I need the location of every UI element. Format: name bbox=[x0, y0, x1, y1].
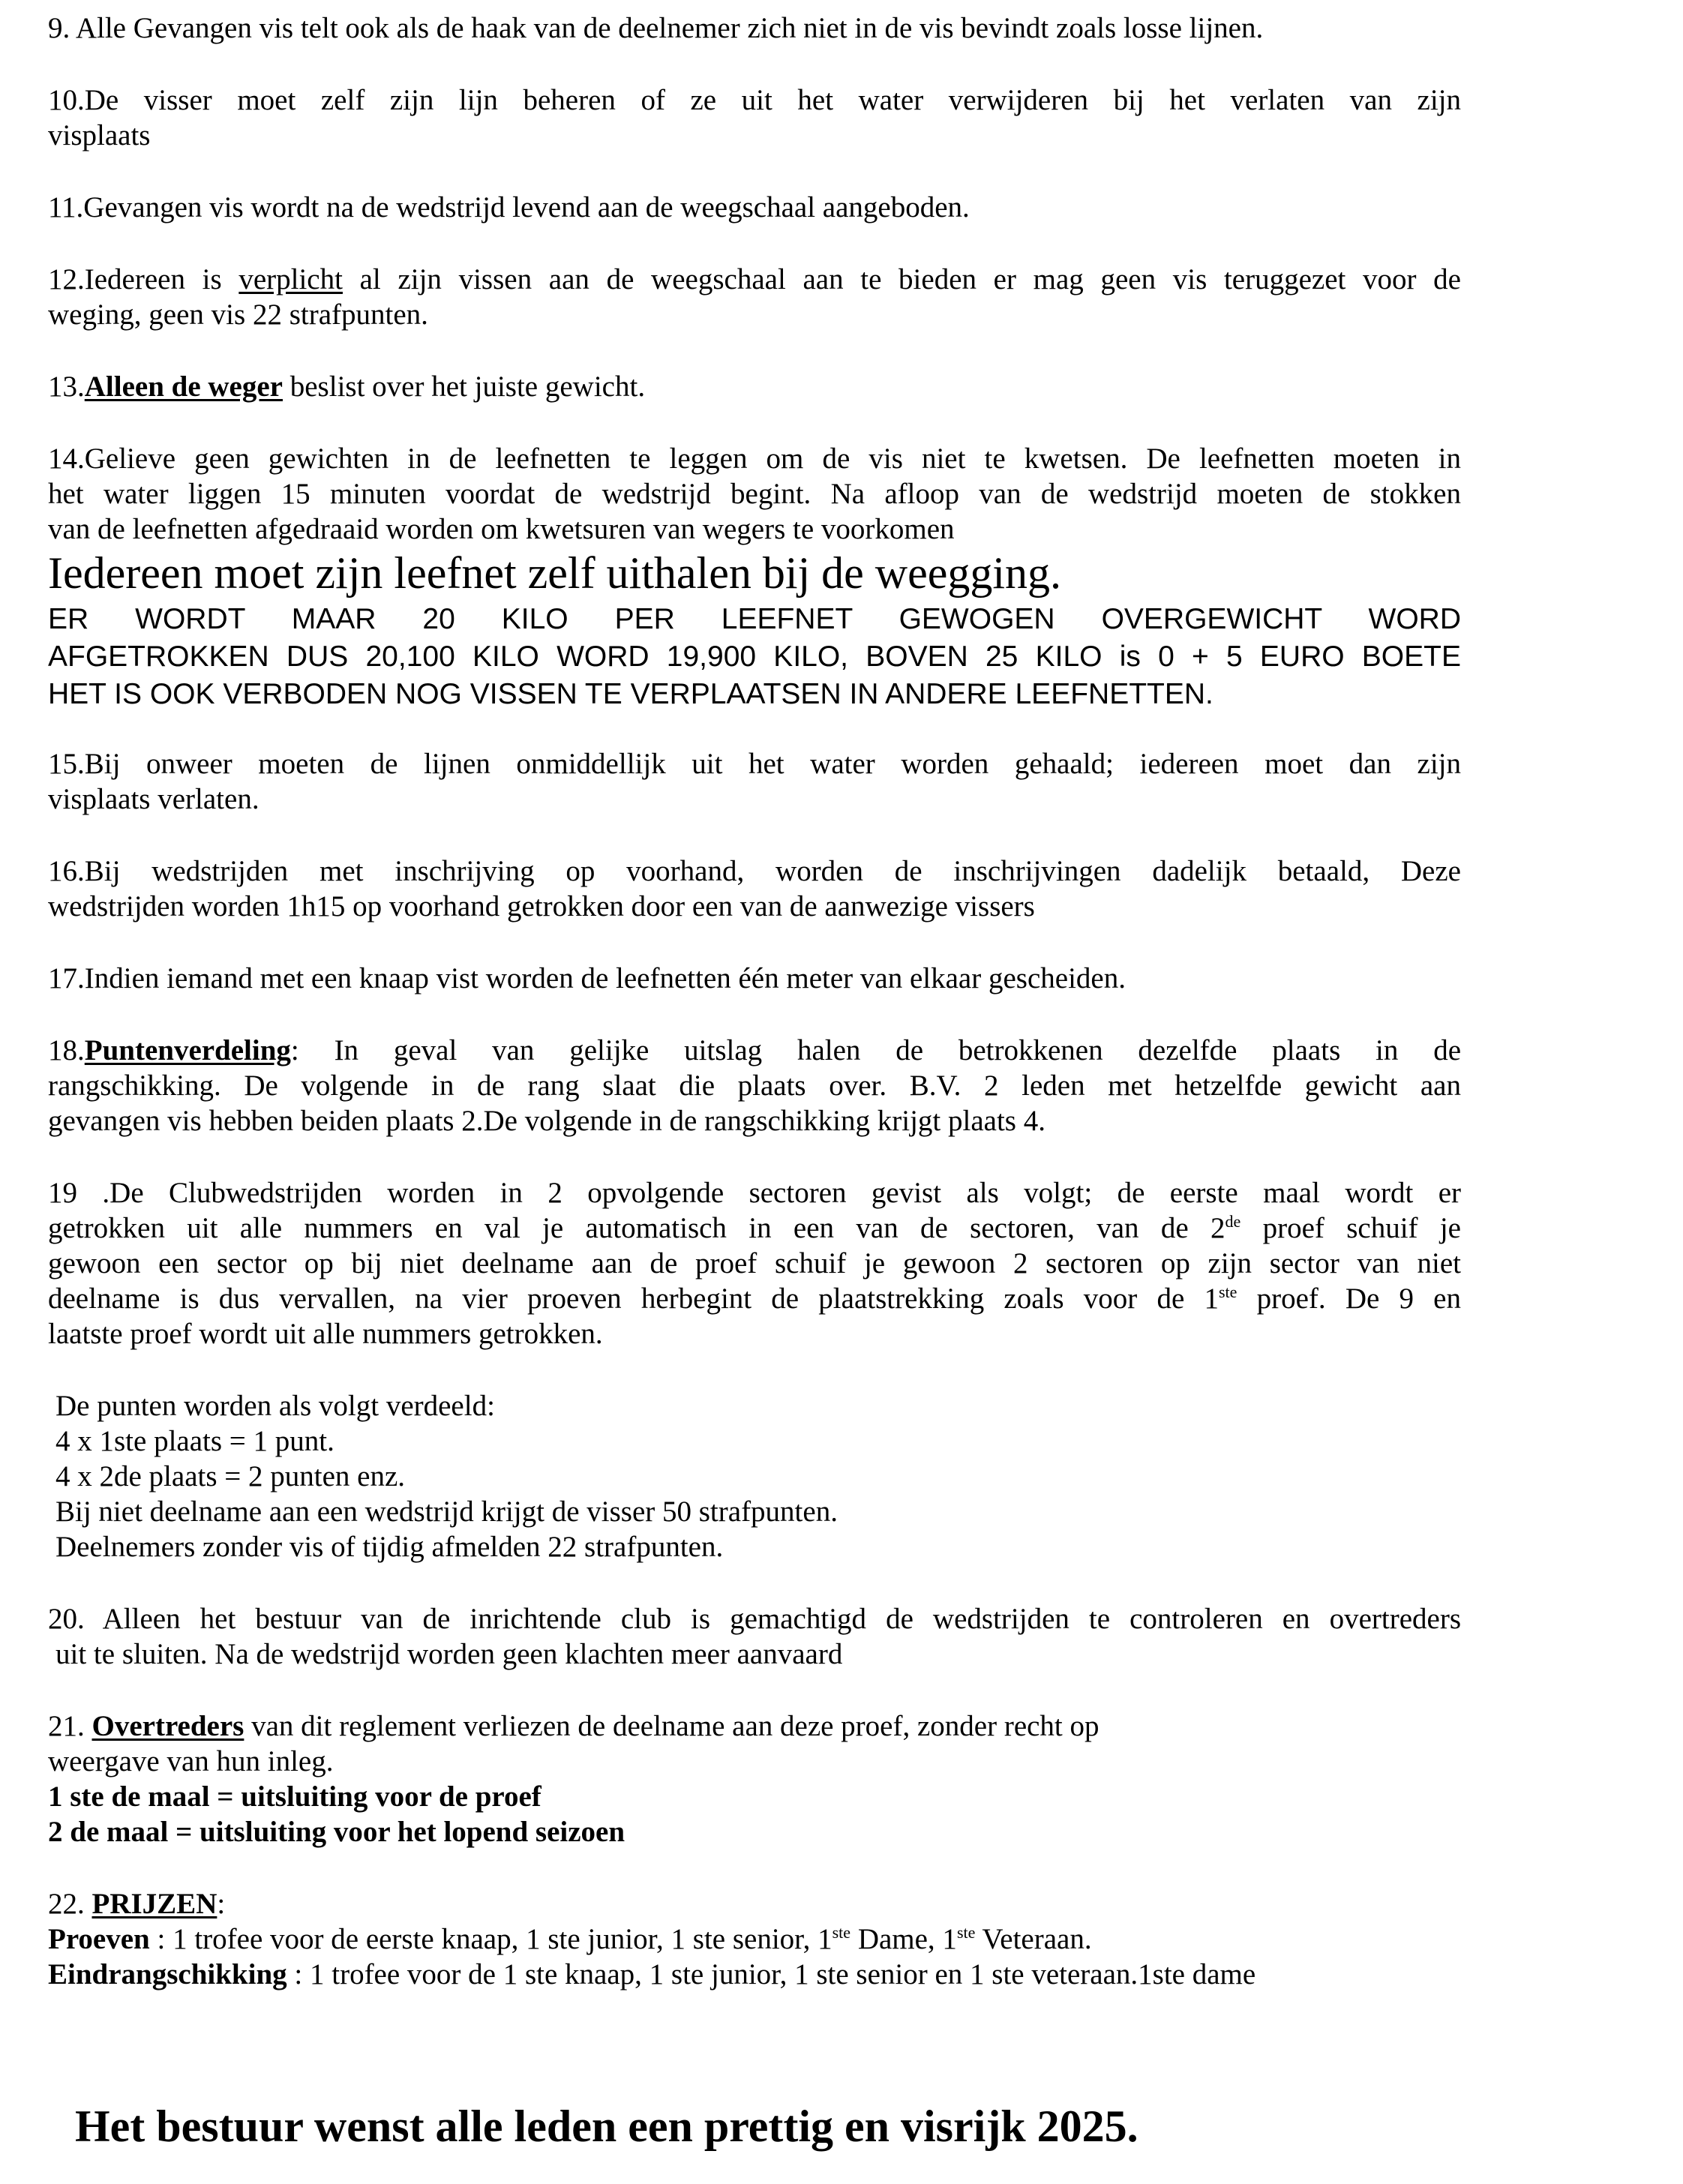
rule-14-line-3: van de leefnetten afgedraaid worden om kwetsuren van wegers te voorkomen bbox=[48, 513, 955, 545]
rule-18-line-2: rangschikking. De volgende in de rang slaat die plaats over. B.V. 2 leden met hetzelfde gewicht aan bbox=[48, 1070, 1461, 1102]
rule-11 bbox=[48, 190, 1461, 225]
rule-19-line-1: 19 .De Clubwedstrijden worden in 2 opvolgende sectoren gevist als volgt; de eerste maal wordt er bbox=[48, 1177, 1461, 1209]
points-line-1: 4 x 1ste plaats = 1 punt. bbox=[56, 1425, 334, 1457]
rule-9 bbox=[48, 10, 1461, 46]
rule-18-line-3: gevangen vis hebben beiden plaats 2.De volgende in de rangschikking krijgt plaats 4. bbox=[48, 1105, 1046, 1137]
points-line-3: Bij niet deelname aan een wedstrijd krijgt de visser 50 strafpunten. bbox=[56, 1496, 838, 1528]
rule-11-text: 11.Gevangen vis wordt na de wedstrijd levend aan de weegschaal aangeboden. bbox=[48, 191, 970, 224]
rule-20 bbox=[48, 1601, 1461, 1672]
rule-10-line-1: 10.De visser moet zelf zijn lijn beheren of ze uit het water verwijderen bij het verlaten van zijn bbox=[48, 84, 1461, 116]
closing-message: Het bestuur wenst alle leden een prettig en visrijk 2025. bbox=[75, 2102, 1138, 2151]
rule-22 bbox=[48, 1886, 1461, 1992]
rule-13-text: 13.Alleen de weger beslist over het juiste gewicht. bbox=[48, 370, 646, 403]
rule-16-line-2: wedstrijden worden 1h15 op voorhand getrokken door een van de aanwezige vissers bbox=[48, 890, 1035, 922]
rule-19 bbox=[48, 1175, 1461, 1352]
rule-21 bbox=[48, 1708, 1461, 1850]
emphasis-prijzen: PRIJZEN bbox=[92, 1888, 218, 1920]
document-page bbox=[48, 10, 1461, 2029]
emphasis-alleen-de-weger: Alleen de weger bbox=[84, 370, 283, 403]
rule-14 bbox=[48, 441, 1461, 713]
prizes-proeven: Proeven : 1 trofee voor de eerste knaap, 1 ste junior, 1 ste senior, 1ste Dame, 1ste Veteraan. bbox=[48, 1923, 1092, 1955]
emphasis-verplicht: verplicht bbox=[238, 263, 343, 296]
proeven-label: Proeven bbox=[48, 1923, 150, 1955]
rule-12-line-1: 12.Iedereen is verplicht al zijn vissen aan de weegschaal aan te bieden er mag geen vis teruggezet voor de bbox=[48, 263, 1461, 296]
rule-21-first-offense: 1 ste de maal = uitsluiting voor de proef bbox=[48, 1780, 542, 1813]
rule-18-line-1: 18.Puntenverdeling: In geval van gelijke uitslag halen de betrokkenen dezelfde plaats in de bbox=[48, 1034, 1461, 1066]
rule-14-caps-line-1: ER WORDT MAAR 20 KILO PER LEEFNET GEWOGEN OVERGEWICHT WORD bbox=[48, 603, 1461, 635]
rule-15-line-1: 15.Bij onweer moeten de lijnen onmiddellijk uit het water worden gehaald; iedereen moet dan zijn bbox=[48, 748, 1461, 780]
emphasis-overtreders: Overtreders bbox=[92, 1710, 244, 1742]
rule-14-caps-line-3: HET IS OOK VERBODEN NOG VISSEN TE VERPLAATSEN IN ANDERE LEEFNETTEN. bbox=[48, 678, 1214, 710]
rule-16 bbox=[48, 854, 1461, 924]
rule-17 bbox=[48, 961, 1461, 996]
rule-10 bbox=[48, 82, 1461, 153]
prizes-eindrangschikking: Eindrangschikking : 1 trofee voor de 1 ste knaap, 1 ste junior, 1 ste senior en 1 ste veteraan.1ste dame bbox=[48, 1958, 1256, 1990]
rule-18 bbox=[48, 1033, 1461, 1138]
rule-16-line-1: 16.Bij wedstrijden met inschrijving op voorhand, worden de inschrijvingen dadelijk betaald, Deze bbox=[48, 855, 1461, 887]
rule-20-line-2: uit te sluiten. Na de wedstrijd worden geen klachten meer aanvaard bbox=[56, 1638, 843, 1670]
rule-19-line-5: laatste proef wordt uit alle nummers getrokken. bbox=[48, 1318, 603, 1350]
rule-19-line-4: deelname is dus vervallen, na vier proeven herbegint de plaatstrekking zoals voor de 1ste proef. De 9 en bbox=[48, 1282, 1461, 1315]
rule-14-large-notice: Iedereen moet zijn leefnet zelf uithalen bij de weegging. bbox=[48, 548, 1062, 598]
eindrangschikking-label: Eindrangschikking bbox=[48, 1958, 287, 1990]
rule-20-line-1: 20. Alleen het bestuur van de inrichtende club is gemachtigd de wedstrijden te controleren en overtreders bbox=[48, 1603, 1461, 1635]
points-section bbox=[48, 1388, 1461, 1564]
rule-13 bbox=[48, 369, 1461, 404]
rule-21-line-1: 21. Overtreders van dit reglement verliezen de deelname aan deze proef, zonder recht op bbox=[48, 1710, 1100, 1742]
points-line-2: 4 x 2de plaats = 2 punten enz. bbox=[56, 1460, 406, 1492]
emphasis-puntenverdeling: Puntenverdeling bbox=[84, 1034, 291, 1066]
rule-12-line-2: weging, geen vis 22 strafpunten. bbox=[48, 298, 428, 331]
rule-19-line-3: gewoon een sector op bij niet deelname aan de proef schuif je gewoon 2 sectoren op zijn sector van niet bbox=[48, 1247, 1461, 1280]
points-line-4: Deelnemers zonder vis of tijdig afmelden 22 strafpunten. bbox=[56, 1531, 724, 1563]
rule-21-second-offense: 2 de maal = uitsluiting voor het lopend seizoen bbox=[48, 1816, 626, 1848]
rule-21-line-2: weergave van hun inleg. bbox=[48, 1745, 334, 1778]
rule-14-caps-line-2: AFGETROKKEN DUS 20,100 KILO WORD 19,900 KILO, BOVEN 25 KILO is 0 + 5 EURO BOETE bbox=[48, 640, 1461, 673]
rule-17-text: 17.Indien iemand met een knaap vist worden de leefnetten één meter van elkaar gescheiden. bbox=[48, 962, 1126, 994]
rule-12 bbox=[48, 262, 1461, 332]
rule-14-line-2: het water liggen 15 minuten voordat de wedstrijd begint. Na afloop van de wedstrijd moeten de stokken bbox=[48, 478, 1461, 510]
rule-10-line-2: visplaats bbox=[48, 119, 151, 152]
rule-15 bbox=[48, 746, 1461, 817]
rule-22-heading: 22. PRIJZEN: bbox=[48, 1888, 226, 1920]
rule-15-line-2: visplaats verlaten. bbox=[48, 783, 260, 815]
rule-19-line-2: getrokken uit alle nummers en val je automatisch in een van de sectoren, van de 2de proef schuif je bbox=[48, 1212, 1461, 1244]
points-intro: De punten worden als volgt verdeeld: bbox=[56, 1390, 495, 1422]
rule-9-text: 9. Alle Gevangen vis telt ook als de haak van de deelnemer zich niet in de vis bevindt zoals losse lijnen. bbox=[48, 12, 1264, 44]
rule-14-line-1: 14.Gelieve geen gewichten in de leefnetten te leggen om de vis niet te kwetsen. De leefnetten moeten in bbox=[48, 442, 1461, 475]
